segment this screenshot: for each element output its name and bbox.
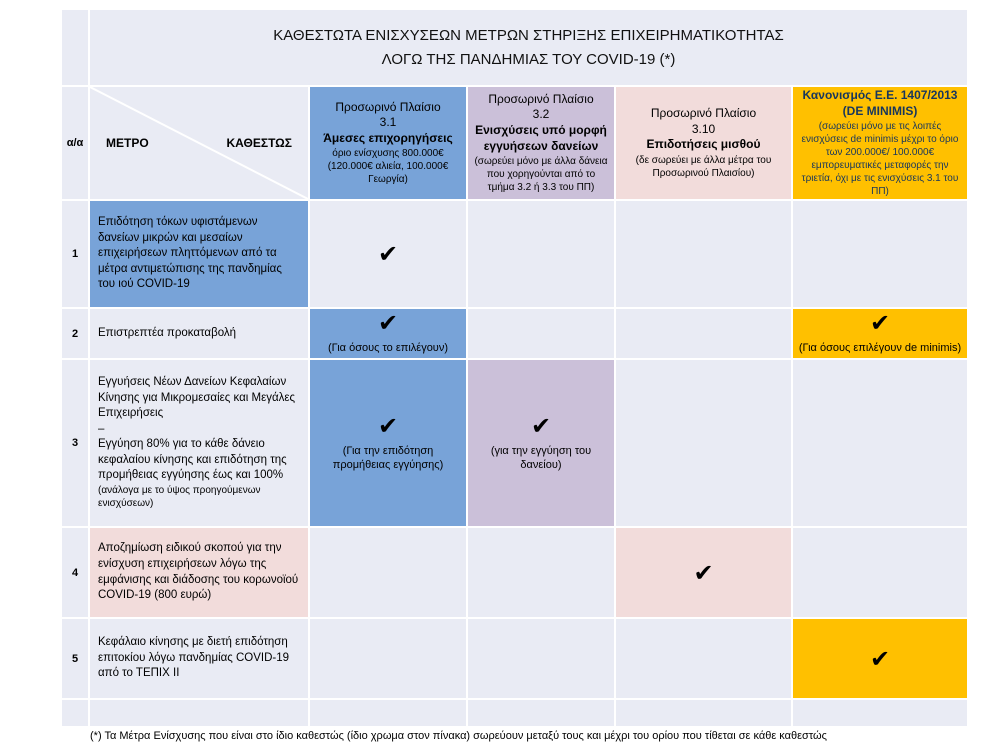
measure-special-purpose-compensation xyxy=(90,528,308,617)
column-header-tf-3-10 xyxy=(616,87,791,199)
cell-r1-deminimis xyxy=(793,201,967,307)
tf32-title: Προσωρινό Πλαίσιο xyxy=(488,91,594,106)
cell-r2-tf310 xyxy=(616,309,791,358)
cell-r1-tf32 xyxy=(468,201,614,307)
tf310-number: 3.10 xyxy=(691,121,716,136)
column-header-tf-3-1 xyxy=(310,87,466,199)
deminimis-note: (σωρεύει μόνο με τις λοιπές ενισχύσεις de minimis μέχρι το όριο των 200.000€/ 100.000€ εμπορευματικές μεταφορές την τριετία, όχι με τις ενισχύσεις 3.1 του ΠΠ) xyxy=(801,121,959,198)
cell-r4-tf32 xyxy=(468,528,614,617)
measure-text: Επιστρεπτέα προκαταβολή xyxy=(98,326,237,339)
cell-r4-tf31 xyxy=(310,528,466,617)
cell-r4-tf310 xyxy=(616,528,791,617)
measure-dash: – xyxy=(98,422,105,435)
measure-subnote: (ανάλογα με το ύψος προηγούμενων ενισχύσεων) xyxy=(98,484,261,510)
tf310-note: (δε σωρεύει με άλλα μέτρα του Προσωρινού Πλαισίου) xyxy=(635,154,772,179)
table-title-line2: ΛΟΓΩ ΤΗΣ ΠΑΝΔΗΜΙΑΣ ΤΟΥ COVID-19 (*) xyxy=(381,50,676,68)
cell-r3-tf310 xyxy=(616,360,791,526)
cell-r3-tf31 xyxy=(310,360,466,526)
tf310-name: Επιδοτήσεις μισθού xyxy=(646,137,761,152)
tf31-name: Άμεσες επιχορηγήσεις xyxy=(323,130,453,145)
column-header-measure-scheme xyxy=(90,87,308,199)
row-number: 3 xyxy=(62,360,88,526)
schemes-table xyxy=(62,10,967,726)
scheme-label: ΚΑΘΕΣΤΩΣ xyxy=(226,136,292,150)
tf310-title: Προσωρινό Πλαίσιο xyxy=(650,106,757,121)
tf32-name: Ενισχύσεις υπό μορφή εγγυήσεων δανείων xyxy=(475,123,607,153)
cell-r5-tf310 xyxy=(616,619,791,698)
tf31-title: Προσωρινό Πλαίσιο xyxy=(335,99,441,114)
deminimis-name2: (DE MINIMIS) xyxy=(842,103,918,118)
check-icon: ✔ xyxy=(530,411,552,440)
cell-r5-deminimis xyxy=(793,619,967,698)
empty-row-cell xyxy=(468,700,614,726)
column-header-de-minimis xyxy=(793,87,967,199)
measure-text: Εγγυήσεις Νέων Δανείων Κεφαλαίων Κίνησης για Μικρομεσαίες και Μεγάλες Επιχειρήσεις xyxy=(98,376,296,420)
check-icon: ✔ xyxy=(693,558,714,587)
check-icon: ✔ xyxy=(377,309,399,338)
column-header-num: α/α xyxy=(62,87,88,199)
cell-r1-tf31 xyxy=(310,201,466,307)
cell-r2-tf32 xyxy=(468,309,614,358)
title-row-spacer xyxy=(62,10,88,85)
measure-repayable-advance xyxy=(90,309,308,358)
empty-row-cell xyxy=(616,700,791,726)
cell-r1-tf310 xyxy=(616,201,791,307)
measure-working-capital-tepix xyxy=(90,619,308,698)
measure-text: Αποζημίωση ειδικού σκοπού για την ενίσχυση επιχειρήσεων λόγω της εμφάνισης και διάδοσης του κορωνοϊού COVID-19 (800 ευρώ) xyxy=(98,542,299,602)
cell-r3-deminimis xyxy=(793,360,967,526)
measure-text: Εγγύηση 80% για το κάθε δάνειο κεφαλαίου κίνησης και επιδότηση της προμήθειας εγγύησης έως και 100% xyxy=(98,438,287,482)
check-note: (Για την επιδότηση προμήθειας εγγύησης) xyxy=(332,444,444,471)
footnote: (*) Τα Μέτρα Ενίσχυσης που είναι στο ίδιο καθεστώς (ίδιο χρωμα στον πίνακα) σωρεύουν μεταξύ τους και μέχρι του ορίου που τίθεται σε κάθε καθεστώς xyxy=(90,730,827,742)
check-icon: ✔ xyxy=(377,240,399,268)
cell-r2-deminimis xyxy=(793,309,967,358)
tf32-note: (σωρεύει μόνο με άλλα δάνεια που χορηγούνται από το τμήμα 3.2 ή 3.3 του ΠΠ) xyxy=(474,156,608,194)
empty-row-cell xyxy=(90,700,308,726)
table-title-line1: ΚΑΘΕΣΤΩΤΑ ΕΝΙΣΧΥΣΕΩΝ ΜΕΤΡΩΝ ΣΤΗΡΙΞΗΣ ΕΠΙΧΕΙΡΗΜΑΤΙΚΟΤΗΤΑΣ xyxy=(273,27,784,45)
cell-r3-tf32 xyxy=(468,360,614,526)
tf31-number: 3.1 xyxy=(379,115,397,130)
tf31-note: όριο ενίσχυσης 800.000€ (120.000€ αλιεία, 100.000€ Γεωργία) xyxy=(327,148,449,186)
cell-r4-deminimis xyxy=(793,528,967,617)
check-note: (Για όσους το επιλέγουν) xyxy=(327,342,448,355)
check-note: (για την εγγύηση του δανείου) xyxy=(490,444,592,471)
check-icon: ✔ xyxy=(377,411,399,440)
cell-r5-tf32 xyxy=(468,619,614,698)
measure-loan-guarantees xyxy=(90,360,308,526)
check-icon: ✔ xyxy=(869,309,891,338)
column-header-tf-3-2 xyxy=(468,87,614,199)
empty-row-cell xyxy=(62,700,88,726)
row-number: 2 xyxy=(62,309,88,358)
measure-label: ΜΕΤΡΟ xyxy=(106,136,149,150)
table-title xyxy=(90,10,967,85)
measure-text: Επιδότηση τόκων υφιστάμενων δανείων μικρών και μεσαίων επιχειρήσεων πληττόμενων από τα μέτρα αντιμετώπισης της πανδημίας του ιού COVID-19 xyxy=(98,216,282,291)
empty-row-cell xyxy=(310,700,466,726)
tf32-number: 3.2 xyxy=(532,107,550,122)
row-number: 5 xyxy=(62,619,88,698)
row-number: 4 xyxy=(62,528,88,617)
check-icon: ✔ xyxy=(869,644,891,673)
measure-interest-subsidy xyxy=(90,201,308,307)
check-note: (Για όσους επιλέγουν de minimis) xyxy=(798,342,962,355)
measure-text: Κεφάλαιο κίνησης με διετή επιδότηση επιτοκίου λόγω πανδημίας COVID-19 από το ΤΕΠΙΧ ΙΙ xyxy=(98,636,290,680)
cell-r5-tf31 xyxy=(310,619,466,698)
empty-row-cell xyxy=(793,700,967,726)
row-number: 1 xyxy=(62,201,88,307)
deminimis-name: Κανονισμός Ε.Ε. 1407/2013 xyxy=(802,87,958,102)
cell-r2-tf31 xyxy=(310,309,466,358)
